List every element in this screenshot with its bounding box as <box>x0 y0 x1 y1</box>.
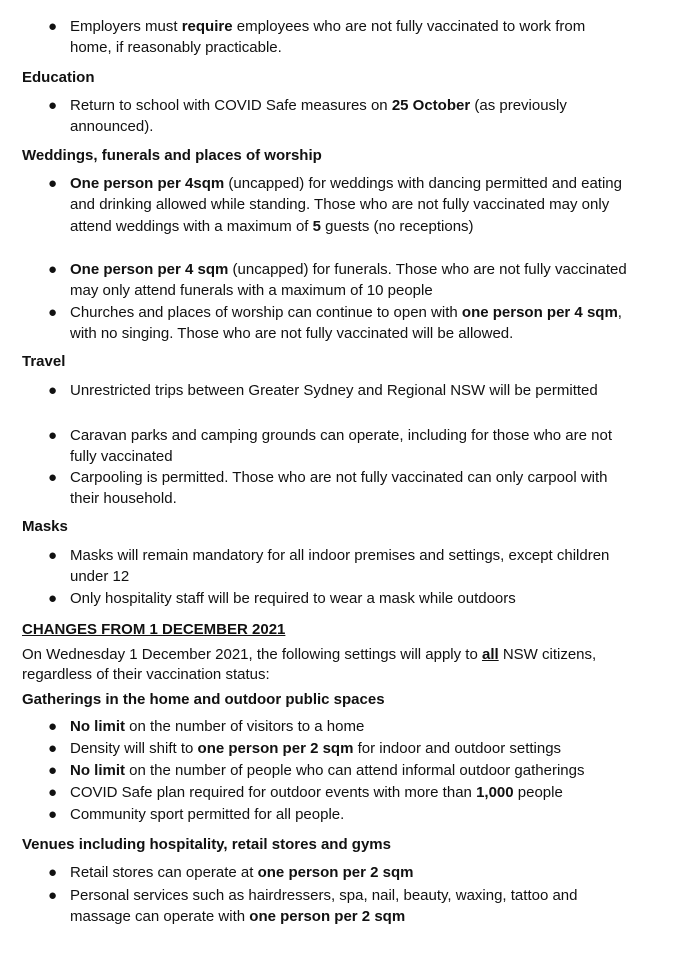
bullet-icon: ● <box>48 382 58 399</box>
bullet-icon: ● <box>48 762 58 779</box>
bullet-icon: ● <box>48 175 58 192</box>
list-item-personal-services: Personal services such as hairdressers, spa, nail, beauty, waxing, tattoo and massage can operate with one person per 2 sqm <box>70 887 578 926</box>
list-item-density: Density will shift to one person per 2 sqm for indoor and outdoor settings <box>70 740 562 757</box>
heading-education: Education <box>22 69 95 86</box>
list-item-hospitality-masks: Only hospitality staff will be required to wear a mask while outdoors <box>70 590 516 607</box>
bullet-icon: ● <box>48 864 58 881</box>
list-item-places-of-worship: Churches and places of worship can continue to open with one person per 4 sqm, with no singing. Those who are not fully vaccinated will be allowed. <box>70 304 622 343</box>
list-item-funerals: One person per 4 sqm (uncapped) for funerals. Those who are not fully vaccinated may only attend funerals with a maximum of 10 people <box>70 261 627 300</box>
bullet-icon: ● <box>48 18 58 35</box>
bullet-icon: ● <box>48 784 58 801</box>
list-item-masks-mandatory: Masks will remain mandatory for all indoor premises and settings, except children under 12 <box>70 547 610 586</box>
bullet-icon: ● <box>48 97 58 114</box>
list-item-outdoor-gatherings: No limit on the number of people who can attend informal outdoor gatherings <box>70 762 585 779</box>
bullet-icon: ● <box>48 261 58 278</box>
bullet-icon: ● <box>48 547 58 564</box>
list-item-community-sport: Community sport permitted for all people. <box>70 806 345 823</box>
list-item-unrestricted-trips: Unrestricted trips between Greater Sydney and Regional NSW will be permitted <box>70 382 598 399</box>
heading-weddings-funerals-worship: Weddings, funerals and places of worship <box>22 147 322 164</box>
list-item-weddings: One person per 4sqm (uncapped) for weddings with dancing permitted and eating and drinking allowed while standing. Those who are not fully vaccinated may only attend weddings with a maximum of 5 guests (no receptions) <box>70 175 622 235</box>
changes-intro-paragraph: On Wednesday 1 December 2021, the following settings will apply to all NSW citizens, regardless of their vaccination status: <box>22 646 597 683</box>
heading-travel: Travel <box>22 353 66 370</box>
heading-gatherings: Gatherings in the home and outdoor public spaces <box>22 691 385 708</box>
list-item-return-to-school: Return to school with COVID Safe measures on 25 October (as previously announced). <box>70 97 567 136</box>
list-item-covid-safe-plan: COVID Safe plan required for outdoor events with more than 1,000 people <box>70 784 563 801</box>
bullet-icon: ● <box>48 740 58 757</box>
bullet-icon: ● <box>48 427 58 444</box>
bullet-icon: ● <box>48 887 58 904</box>
list-item-caravan-parks: Caravan parks and camping grounds can operate, including for those who are not fully vaccinated <box>70 427 612 466</box>
bullet-icon: ● <box>48 718 58 735</box>
list-item-retail-stores: Retail stores can operate at one person per 2 sqm <box>70 864 414 881</box>
list-item-employers: Employers must require employees who are not fully vaccinated to work from home, if reasonably practicable. <box>70 18 586 57</box>
heading-venues: Venues including hospitality, retail stores and gyms <box>22 836 391 853</box>
list-item-carpooling: Carpooling is permitted. Those who are not fully vaccinated can only carpool with their household. <box>70 469 608 508</box>
heading-changes-december: CHANGES FROM 1 DECEMBER 2021 <box>22 621 286 638</box>
bullet-icon: ● <box>48 806 58 823</box>
bullet-icon: ● <box>48 469 58 486</box>
bullet-icon: ● <box>48 590 58 607</box>
heading-masks: Masks <box>22 518 68 535</box>
list-item-home-visitors: No limit on the number of visitors to a home <box>70 718 365 735</box>
bullet-icon: ● <box>48 304 58 321</box>
